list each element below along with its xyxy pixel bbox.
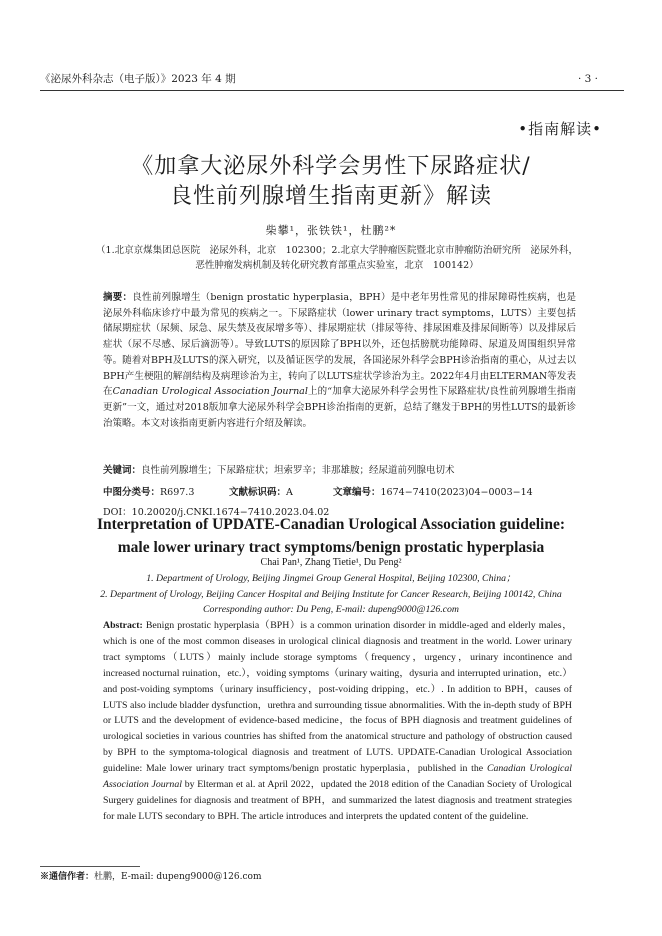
chinese-affiliation-line-1: （1.北京京煤集团总医院 泌尿外科，北京 102300；2.北京大学肿瘤医院暨北京市肿瘤防治研究所 泌尿外科， — [96, 245, 578, 256]
chinese-title-line-1: 《加拿大泌尿外科学会男性下尿路症状/ — [131, 154, 531, 179]
chinese-keywords — [103, 463, 576, 478]
english-affiliations — [60, 571, 602, 618]
english-authors: Chai Pan¹, Zhang Tietie¹, Du Peng² — [260, 557, 402, 568]
journal-issue: 《泌尿外科杂志（电子版）》2023 年 4 期 — [40, 73, 236, 85]
corresponding-footnote — [40, 870, 261, 884]
document-code — [229, 485, 293, 500]
article-number-label: 文章编号： — [333, 487, 381, 498]
english-affiliation-line-1: 1. Department of Urology, Beijing Jingmei Group General Hospital, Beijing 102300, China； — [146, 573, 516, 584]
english-abstract — [103, 618, 572, 825]
doi: DOI：10.20020/j.CNKI.1674−7410.2023.04.02 — [103, 507, 330, 518]
chinese-title — [40, 152, 622, 212]
running-header — [28, 70, 634, 88]
document-code-label: 文献标识码： — [229, 487, 287, 498]
chinese-affiliations — [64, 243, 610, 273]
section-tag: •指南解读• — [518, 120, 602, 138]
corresponding-author: Corresponding author: Du Peng, E-mail: dupeng9000@126.com — [203, 604, 459, 615]
header-rule — [40, 90, 624, 91]
page-number: · 3 · — [577, 73, 598, 85]
chinese-keywords-label: 关键词： — [103, 465, 142, 476]
footnote-label: ※通信作者： — [40, 872, 95, 882]
footnote-text: 杜鹏，E-mail: dupeng9000@126.com — [94, 872, 262, 882]
english-title-line-1: Interpretation of UPDATE-Canadian Urological Association guideline: — [96, 516, 566, 533]
english-title — [40, 513, 622, 559]
english-abstract-journal-name: Canadian Urological Association Journal — [103, 763, 573, 791]
classification-number — [103, 485, 194, 500]
english-title-line-2: male lower urinary tract symptoms/benign prostatic hyperplasia — [117, 539, 545, 556]
article-number — [333, 485, 533, 500]
chinese-title-line-2: 良性前列腺增生指南更新》解读 — [169, 184, 492, 209]
chinese-abstract-label: 摘要： — [103, 292, 133, 303]
english-abstract-text-1: Benign prostatic hyperplasia（BPH）is a common urination disorder in middle-aged and elderly males，which is one of the most common diseases in urological clinical diagnosis and treatment in the world. Lower urinary tract symptoms（LUTS）mainly include storage symptoms（frequency，urgency，urinary incontinence and increased nocturnal ruination，etc.），voiding symptoms（urinary waiting，dysuria and interrupted urination，etc.）and post-voiding symptoms（urinary insufficiency，post-voiding dripping，etc.）. In addition to BPH，causes of LUTS also include bladder dysfunction，urethra and surrounding tissue abnormalities. With the in-depth study of BPH or LUTS and the development of evidence-based medicine，the focus of BPH diagnosis and treatment guidelines of urological societies in various countries has shifted from the anatomical structure and pathology of obstruction caused by BPH to the symptoma-tological diagnosis and treatment of LUTS. UPDATE-Canadian Urological Association guideline: Male lower urinary tract symptoms/benign prostatic hyperplasia，published in the — [103, 620, 572, 775]
footnote-rule — [40, 866, 140, 867]
classification-label: 中图分类号： — [103, 487, 161, 498]
document-code-value: A — [286, 487, 293, 498]
chinese-abstract — [103, 290, 576, 431]
chinese-authors: 柴攀¹，张铁铁¹，杜鹏²* — [265, 224, 397, 237]
chinese-abstract-text-2: 上的“加拿大泌尿外科学会男性下尿路症状/良性前列腺增生指南更新”一文，通过对2018版加拿大泌尿外科学会BPH诊治指南的更新，总结了继发于BPH的男性LUTS的最新诊治策略。本文对该指南更新内容进行介绍及解读。 — [103, 386, 576, 429]
english-affiliation-line-2: 2. Department of Urology, Beijing Cancer Hospital and Beijing Institute for Cancer Research, Beijing 100142, China — [100, 588, 562, 600]
article-number-value: 1674−7410(2023)04−0003−14 — [380, 487, 533, 498]
classification-value: R697.3 — [160, 487, 195, 498]
chinese-abstract-text-1: 良性前列腺增生（benign prostatic hyperplasia，BPH）是中老年男性常见的排尿障碍性疾病，也是泌尿外科临床诊疗中最为常见的疾病之一。下尿路症状（lower urinary tract symptoms，LUTS）主要包括储尿期症状（尿频、尿急、尿失禁及夜尿增多等）、排尿期症状（排尿等待、排尿困难及排尿间断等）以及排尿后症状（尿不尽感、尿后滴沥等）。导致LUTS的原因除了BPH以外，还包括膀胱功能障碍、尿道及周围组织异常等。随着对BPH及LUTS的深入研究，以及循证医学的发展，各国泌尿外科学会BPH诊治指南的重心，从过去以BPH产生梗阻的解剖结构及病理诊治为主，转向了以LUTS症状学诊治为主。2022年4月由ELTERMAN等发表在 — [103, 292, 576, 398]
english-abstract-label: Abstract: — [103, 620, 143, 631]
chinese-abstract-journal-name: Canadian Urological Association Journal — [112, 386, 308, 398]
chinese-keywords-text: 良性前列腺增生；下尿路症状；坦索罗辛；非那雄胺；经尿道前列腺电切术 — [141, 465, 455, 476]
chinese-affiliation-line-2: 恶性肿瘤发病机制及转化研究教育部重点实验室，北京 100142） — [195, 260, 479, 271]
english-abstract-text-2: by Elterman et al. at April 2022，updated the 2018 edition of the Canadian Society of Urological Surgery guidelines for diagnosis and treatment of BPH，and summarized the latest diagnosis and treatment strategies for male LUTS secondary to BPH. The article introduces and interprets the updated content of the guideline. — [103, 779, 572, 822]
